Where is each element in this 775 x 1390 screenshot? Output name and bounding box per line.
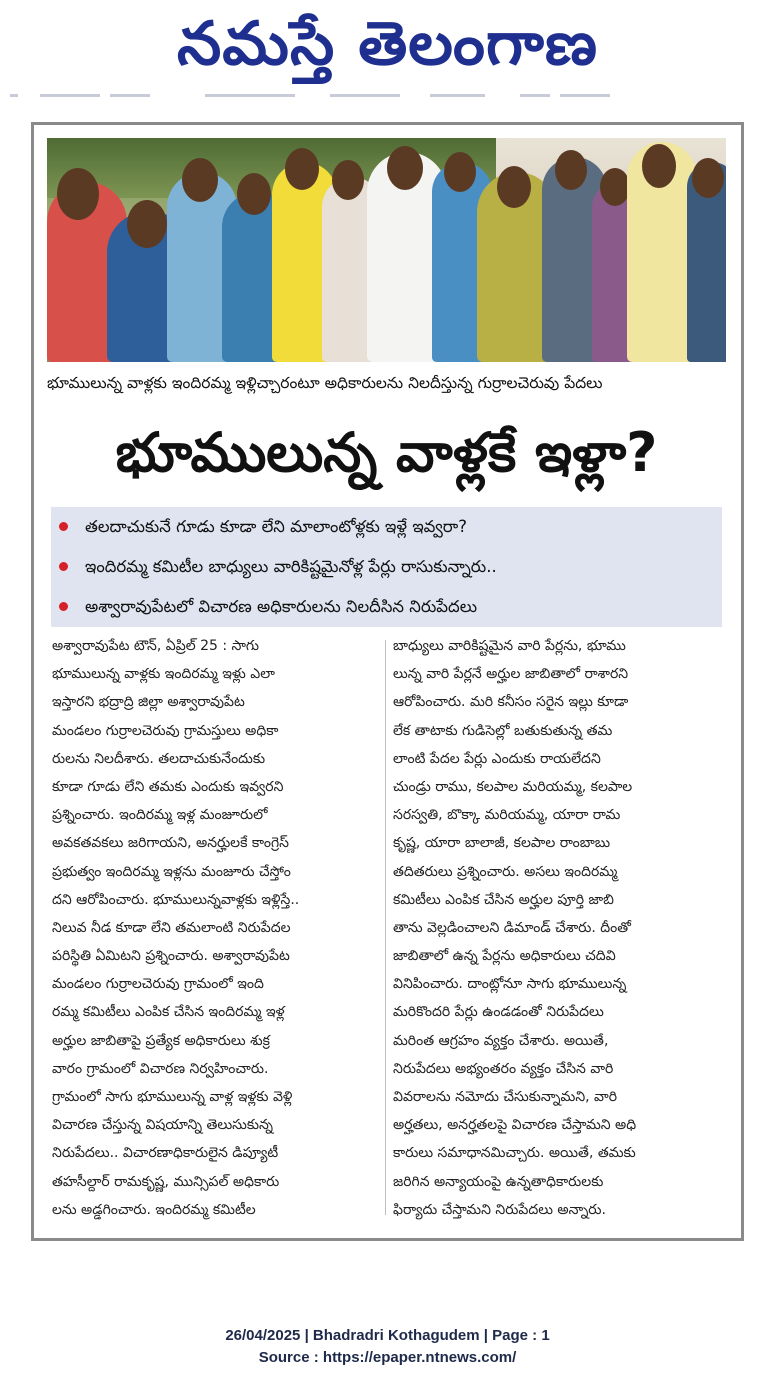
bullet-dot-icon: [59, 602, 68, 611]
article-line: జరిగిన అన్యాయంపై ఉన్నతాధికారులకు: [393, 1173, 604, 1190]
article-line: అర్హతలు, అనర్హతలపై విచారణ చేస్తామని అధి: [393, 1117, 637, 1134]
article-line: ప్రశ్నించారు. ఇందిరమ్మ ఇళ్ల మంజూరులో: [52, 807, 268, 824]
article-line: ఫిర్యాదు చేస్తామని నిరుపేదలు అన్నారు.: [393, 1201, 606, 1218]
article-line: విచారణ చేస్తున్న విషయాన్ని తెలుసుకున్న: [52, 1117, 273, 1134]
article-line: అవకతవకలు జరిగాయని, అనర్హులకే కాంగ్రెస్: [52, 835, 289, 852]
footer-date-page: 26/04/2025 | Bhadradri Kothagudem | Page : 1: [225, 1327, 550, 1344]
article-line: మండలం గుర్రాలచెరువు గ్రామంలో ఇంది: [52, 976, 264, 993]
article-line: అర్హుల జాబితాపై ప్రత్యేక అధికారులు శుక్ర: [52, 1032, 270, 1049]
highlight-bullet: [51, 547, 722, 587]
article-line: నిరుపేదలు.. విచారణాధికారులైన డిప్యూటీ: [52, 1145, 279, 1162]
article-line: మరింత ఆగ్రహం వ్యక్తం చేశారు. అయితే,: [393, 1032, 609, 1049]
article-line: తహసీల్దార్ రామకృష్ణ, మున్సిపల్ అధికారు: [52, 1173, 280, 1190]
article-line: లున్న వారి పేర్లనే అర్హుల జాబితాలో రాశారని: [393, 666, 629, 683]
article-line: మండలం గుర్రాలచెరువు గ్రామస్తులు అధికా: [52, 722, 279, 739]
article-line: మరికొందరి పేర్లు ఉండడంతో నిరుపేదలు: [393, 1004, 604, 1021]
article-line: ప్రభుత్వం ఇందిరమ్మ ఇళ్లను మంజూరు చేస్తోం: [52, 863, 291, 880]
article-line: కృష్ణ, యారా బాలాజీ, కలపాల రాంబాబు: [393, 835, 611, 852]
article-line: గ్రామంలో సాగు భూములున్న వాళ్ల ఇళ్లకు వెళ్లి: [52, 1089, 293, 1105]
bullet-dot-icon: [59, 562, 68, 571]
article-line: రమ్మ కమిటీలు ఎంపిక చేసిన ఇందిరమ్మ ఇళ్ల: [52, 1004, 285, 1021]
highlight-text: ఇందిరమ్మ కమిటీల బాధ్యులు వారికిష్టమైనోళ్ల పేర్లు రాసుకున్నారు..: [85, 557, 497, 576]
article-line: నిలువ నీడ కూడా లేని తమలాంటి నిరుపేదల: [52, 919, 291, 936]
article-line: నిరుపేదలు అభ్యంతరం వ్యక్తం చేసిన వారి: [393, 1060, 614, 1077]
masthead: [0, 0, 775, 92]
article-line: పరిస్థితి ఏమిటని ప్రశ్నించారు. అశ్వారావుపేట: [52, 948, 290, 965]
article-line: కూడా గూడు లేని తమకు ఎందుకు ఇవ్వరని: [52, 778, 284, 795]
bullet-dot-icon: [59, 522, 68, 531]
article-line: ఆరోపించారు. మరి కనీసం సరైన ఇల్లు కూడా: [393, 694, 629, 711]
article-line: వివరాలను నమోదు చేసుకున్నామని, వారి: [393, 1089, 618, 1105]
column-divider: [385, 640, 386, 1215]
cropped-header-strip: [0, 90, 775, 104]
article-line: దని ఆరోపించారు. భూములున్నవాళ్లకు ఇళ్లిస్తే..: [52, 891, 300, 908]
news-photo: [47, 138, 726, 362]
article-column-left: [52, 632, 384, 1224]
article-line: అశ్వారావుపేట టౌన్, ఏప్రిల్ 25 : సాగు: [52, 638, 259, 654]
article-line: రులను నిలదీశారు. తలదాచుకునేందుకు: [52, 750, 266, 767]
article-line: కారులు సమాధానమిచ్చారు. అయితే, తమకు: [393, 1145, 636, 1162]
article-line: భూములున్న వాళ్లకు ఇందిరమ్మ ఇళ్లు ఎలా: [52, 666, 275, 683]
article-column-right: [393, 632, 725, 1224]
highlight-text: తలదాచుకునే గూడు కూడా లేని మాలాంటోళ్లకు ఇళ్లే ఇవ్వరా?: [85, 517, 468, 536]
article-line: జాబితాలో ఉన్న పేర్లను అధికారులు చదివి: [393, 948, 616, 965]
highlight-bullet: [51, 587, 722, 627]
article-line: సరస్వతి, బొక్కా మరియమ్మ, యారా రామ: [393, 807, 621, 824]
article-line: లను అడ్డగించారు. ఇందిరమ్మ కమిటీల: [52, 1201, 256, 1218]
article-line: బాధ్యులు వారికిష్టమైన వారి పేర్లను, భూము: [393, 638, 626, 654]
article-line: ఇస్తారని భద్రాద్రి జిల్లా అశ్వారావుపేట: [52, 694, 245, 711]
article-line: కమిటీలు ఎంపిక చేసిన అర్హుల పూర్తి జాబి: [393, 891, 614, 908]
highlight-box: [51, 507, 722, 627]
article-line: తదితరులు ప్రశ్నించారు. అసలు ఇందిరమ్మ: [393, 863, 618, 880]
article-line: లాంటి పేదల పేర్లు ఎందుకు రాయలేదని: [393, 750, 601, 767]
article-line: తాను వెల్లడించాలని డిమాండ్ చేశారు. దీంతో: [393, 919, 631, 936]
highlight-text: అశ్వారావుపేటలో విచారణ అధికారులను నిలదీసిన నిరుపేదలు: [85, 597, 478, 616]
article-line: వారం గ్రామంలో విచారణ నిర్వహించారు.: [52, 1060, 269, 1077]
highlight-bullet: [51, 507, 722, 547]
headline: భూములున్న వాళ్లకే ఇళ్లా?: [115, 421, 658, 484]
page-footer: [0, 1325, 775, 1369]
newspaper-logo: నమస్తే తెలంగాణ: [176, 9, 599, 79]
article-line: చుండ్రు రాము, కలపాల మరియమ్మ, కలపాల: [393, 778, 633, 795]
photo-caption: భూములున్న వాళ్లకు ఇందిరమ్మ ఇళ్లిచ్చారంటూ అధికారులను నిలదీస్తున్న గుర్రాలచెరువు పేదలు: [47, 374, 603, 392]
article-line: వినిపించారు. దాంట్లోనూ సాగు భూములున్న: [393, 976, 627, 993]
article-line: లేక తాటాకు గుడిసెల్లో బతుకుతున్న తమ: [393, 722, 613, 739]
footer-source: Source : https://epaper.ntnews.com/: [258, 1349, 517, 1366]
